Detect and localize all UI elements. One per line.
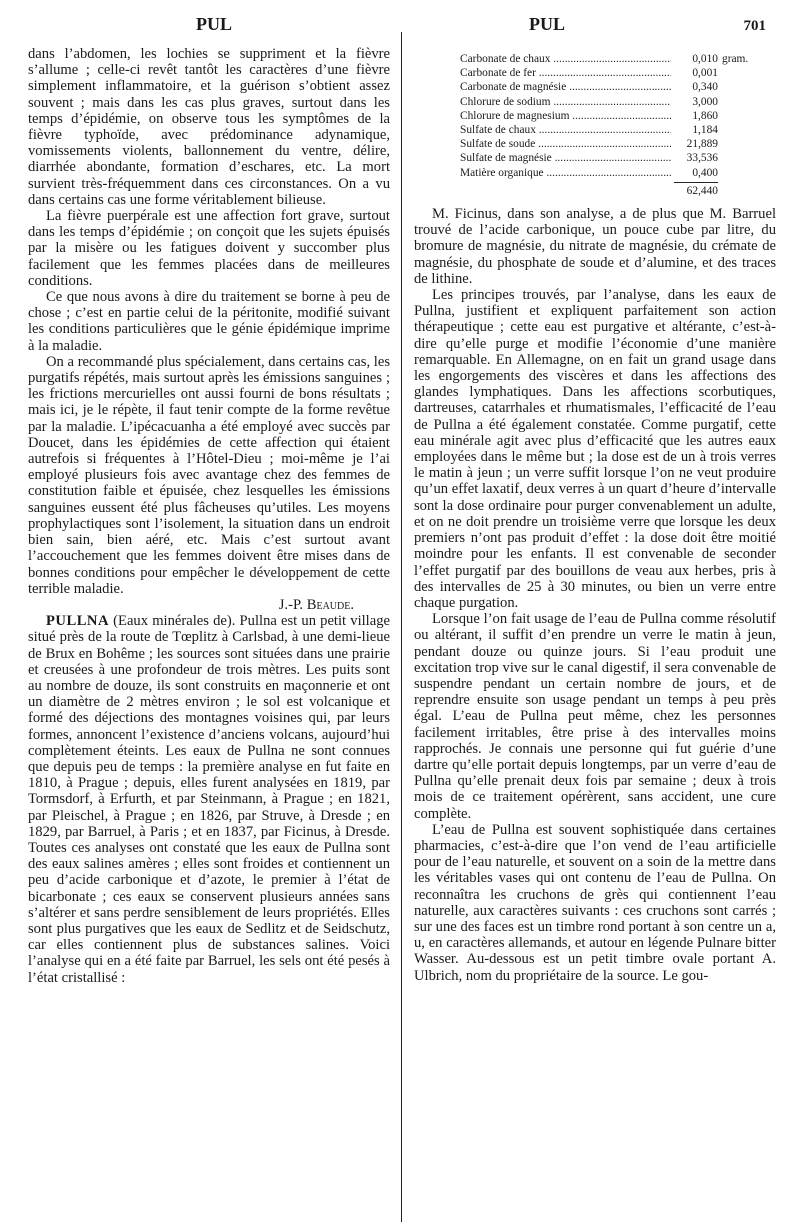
entry-text: (Eaux minérales de). Pullna est un petit village situé près de la route de Tœplitz à Carlsbad, à une demi-lieue de Brux en Bohême ; les sources sont situées dans une prairie et creusées à une profondeur de trois mètres. Les puits sont au nombre de douze, ils sont construits en maçonnerie et ont un diamètre de 2 mètres environ ; le sol est volcanique et formé des déjections des montagnes voisines qui, par leurs formes, annoncent l’existence d’anciens volcans, aujourd’hui complètement éteints. Les eaux de Pullna ne sont connues que depuis peu de temps : la première analyse en fut faite en 1810, à Prague ; depuis, elles furent analysées en 1819, par Tormsdorf, à Erfurth, et par Steinmann, à Prague ; en 1821, par Pleischel, à Prague ; en 1826, par Struve, à Dresde ; en 1829, par Barruel, à Paris ; et en 1837, par Ficinus, à Dresde. Toutes ces analyses ont constaté que les eaux de Pullna sont des eaux salines amères ; elles sont froides et contiennent un peu d’acide carbonique et d’azote, le premier à l’état de bicarbonate ; ces eaux se conservent plusieurs années sans s’altérer et sans perdre sensiblement de leurs propriétés. Elles sont plus purgatives que les eaux de Sedlitz et de Seidschutz, car elles contiennent plus de substances salines. Voici l’analyse qui en a été faite par Barruel, les sels ont été pesés à l’état cristallisé : — [28, 613, 390, 986]
compound-quantity: 0,010 — [671, 52, 718, 66]
compound-name: Carbonate de chaux ..... — [460, 52, 671, 66]
compound-name: Sulfate de chaux ..... — [460, 123, 671, 137]
compound-quantity: 0,340 — [671, 80, 718, 94]
compound-quantity: 0,400 — [671, 166, 718, 180]
unit — [718, 166, 760, 180]
unit — [718, 123, 760, 137]
entry-paragraph — [28, 613, 390, 986]
table-row — [460, 151, 760, 165]
paragraph: M. Ficinus, dans son analyse, a de plus que M. Barruel trouvé de l’acide carbonique, un pouce cube par litre, du bromure de magnésie, du nitrate de magnésie, du crémate de magnésie, du phosphate de soude et d’alumine, et des traces de lithine. — [414, 206, 776, 287]
author-signature: J.-P. Beaude. — [278, 596, 354, 613]
compound-name: Matière organique ..... — [460, 166, 671, 180]
entry-title: PULLNA — [46, 613, 109, 630]
table-total: 62,440 — [674, 182, 718, 198]
compound-quantity: 3,000 — [671, 95, 718, 109]
paragraph: On a recommandé plus spécialement, dans certains cas, les purgatifs répétés, mais surtout après les émissions sanguines ; les frictions mercurielles ont aussi fourni de bons résultats ; mais ici, je le répète, il faut tenir compte de la forme revêtue par la maladie. L’ipécacuanha a été employé avec succès par Doucet, dans les épidémies de cette affection qui étaient autrefois si fréquentes à l’Hôtel-Dieu ; moi-même je l’ai employé plusieurs fois avec avantage chez des femmes de constitution faible et épuisée, chez lesquelles les émissions sanguines eussent été plus fâcheuses qu’utiles. Les moyens prophylactiques sont l’isolement, la situation dans un endroit bien sain, bien aéré, etc. Mais c’est surtout avant l’accouchement que les femmes doivent être mises dans de bonnes conditions pour empêcher le développement de cette terrible maladie. — [28, 353, 390, 597]
compound-quantity: 21,889 — [671, 137, 718, 151]
column-divider — [401, 32, 402, 1222]
paragraph: Ce que nous avons à dire du traitement se borne à peu de chose ; c’est en partie celui de la péritonite, modifié suivant les conditions particulières que le génie épidémique imprime à la maladie. — [28, 289, 390, 354]
page-number: 701 — [743, 18, 766, 34]
compound-name: Sulfate de soude ..... — [460, 137, 671, 151]
table-row — [460, 80, 760, 94]
compound-quantity: 1,184 — [671, 123, 718, 137]
compound-name: Chlorure de magnesium ..... — [460, 109, 671, 123]
compound-quantity: 33,536 — [671, 151, 718, 165]
table-row — [460, 109, 760, 123]
table-row — [460, 52, 760, 66]
compound-name: Carbonate de magnésie ..... — [460, 80, 671, 94]
paragraph: Les principes trouvés, par l’analyse, dans les eaux de Pullna, justifient et expliquent parfaitement son action thérapeutique ; cette eau est purgative et altérante, c’est-à-dire qu’elle purge et modifie l’économie d’une manière remarquable. En Allemagne, on en fait un grand usage dans les engorgements des viscères et dans les affections des glandes lymphatiques. Dans les affections scorbutiques, dartreuses, catarrhales et rhumatismales, l’efficacité de l’eau de Pullna a été également constatée. Comme purgatif, cette eau minérale agit avec plus d’efficacité que les autres eaux employées dans le même but ; la dose est de un à trois verres le matin à jeun ; un verre suffit lorsque l’on ne veut produire qu’un effet laxatif, deux verres à un quart d’heure d’intervalle sont la dose ordinaire pour purger convenablement un adulte, et on ne doit prendre un troisième verre que lorsque les deux premiers n’ont pas produit d’effet : la dose doit être moitié moindre pour les enfants. Il est convenable de seconder l’effet purgatif par des bouillons de veau aux herbes, pris à des intervalles de 25 à 30 minutes, ou bien un verre entre chaque purgation. — [414, 287, 776, 611]
table-row — [460, 95, 760, 109]
table-row — [460, 137, 760, 151]
table-row — [460, 166, 760, 180]
unit — [718, 95, 760, 109]
compound-name: Chlorure de sodium ..... — [460, 95, 671, 109]
table-row — [460, 66, 760, 80]
right-column — [414, 52, 776, 984]
compound-name: Carbonate de fer ..... — [460, 66, 671, 80]
unit — [718, 137, 760, 151]
left-column — [28, 46, 390, 986]
unit — [718, 66, 760, 80]
analysis-table — [460, 52, 760, 198]
paragraph: La fièvre puerpérale est une affection fort grave, surtout dans les temps d’épidémie ; on conçoit que les sujets épuisés par la misère ou les fatigues doivent y succomber plus facilement que les femmes placées dans de meilleures conditions. — [28, 208, 390, 289]
unit — [718, 151, 760, 165]
compound-name: Sulfate de magnésie ..... — [460, 151, 671, 165]
paragraph: dans l’abdomen, les lochies se suppriment et la fièvre s’allume ; celle-ci revêt tantôt les caractères d’une fièvre simplement inflammatoire, et la guérison s’obtient assez souvent ; mais dans les cas plus graves, surtout dans les temps d’épidémie, on observe tous les symptômes de la fièvre typhoïde, avec prédominance adynamique, vomissements violents, ballonnement du ventre, délire, diarrhée abondante, formation d’eschares, etc. La mort survient très-fréquemment dans ces circonstances. On a vu dans certains cas une forme véritablement bilieuse. — [28, 46, 390, 208]
paragraph: L’eau de Pullna est souvent sophistiquée dans certaines pharmacies, c’est-à-dire que l’on vend de l’eau artificielle pour de l’eau naturelle, et souvent on a soin de la mettre dans les véritables vases qui ont contenu de l’eau de Pullna. On reconnaîtra les cruchons de grès qui contiennent l’eau naturelle, aux caractères suivants : ces cruchons sont carrés ; sur une des faces est un timbre rond portant à son centre un a, u, en caractères allemands, et autour en légende Pulnare bitter Wasser. Au-dessous est un petit timbre ovale portant A. Ulbrich, nom du propriétaire de la source. Le gou- — [414, 821, 776, 984]
table-row — [460, 123, 760, 137]
unit — [718, 80, 760, 94]
running-head-right: PUL — [529, 14, 565, 34]
table-total-row — [460, 182, 760, 198]
running-head-left: PUL — [196, 14, 232, 34]
unit — [718, 109, 760, 123]
paragraph: Lorsque l’on fait usage de l’eau de Pullna comme résolutif ou altérant, il suffit d’en prendre un verre le matin à jeun, pendant douze ou quinze jours. Si l’eau produit une excitation trop vive sur le canal digestif, il sera convenable de suspendre pendant un certain nombre de jours, et de reprendre ensuite son usage pendant un temps à peu près égal. L’eau de Pullna peut même, chez les personnes facilement irritables, être prise à des intervalles moins rapprochés. Je connais une personne qui fut guérie d’une dartre qu’elle portait depuis longtemps, par un verre d’eau de Pullna qu’elle prenait deux fois par semaine ; deux à trois mois de ce traitement opérèrent, sans accident, une cure complète. — [414, 611, 776, 822]
compound-quantity: 0,001 — [671, 66, 718, 80]
compound-quantity: 1,860 — [671, 109, 718, 123]
unit: gram. — [722, 53, 749, 65]
